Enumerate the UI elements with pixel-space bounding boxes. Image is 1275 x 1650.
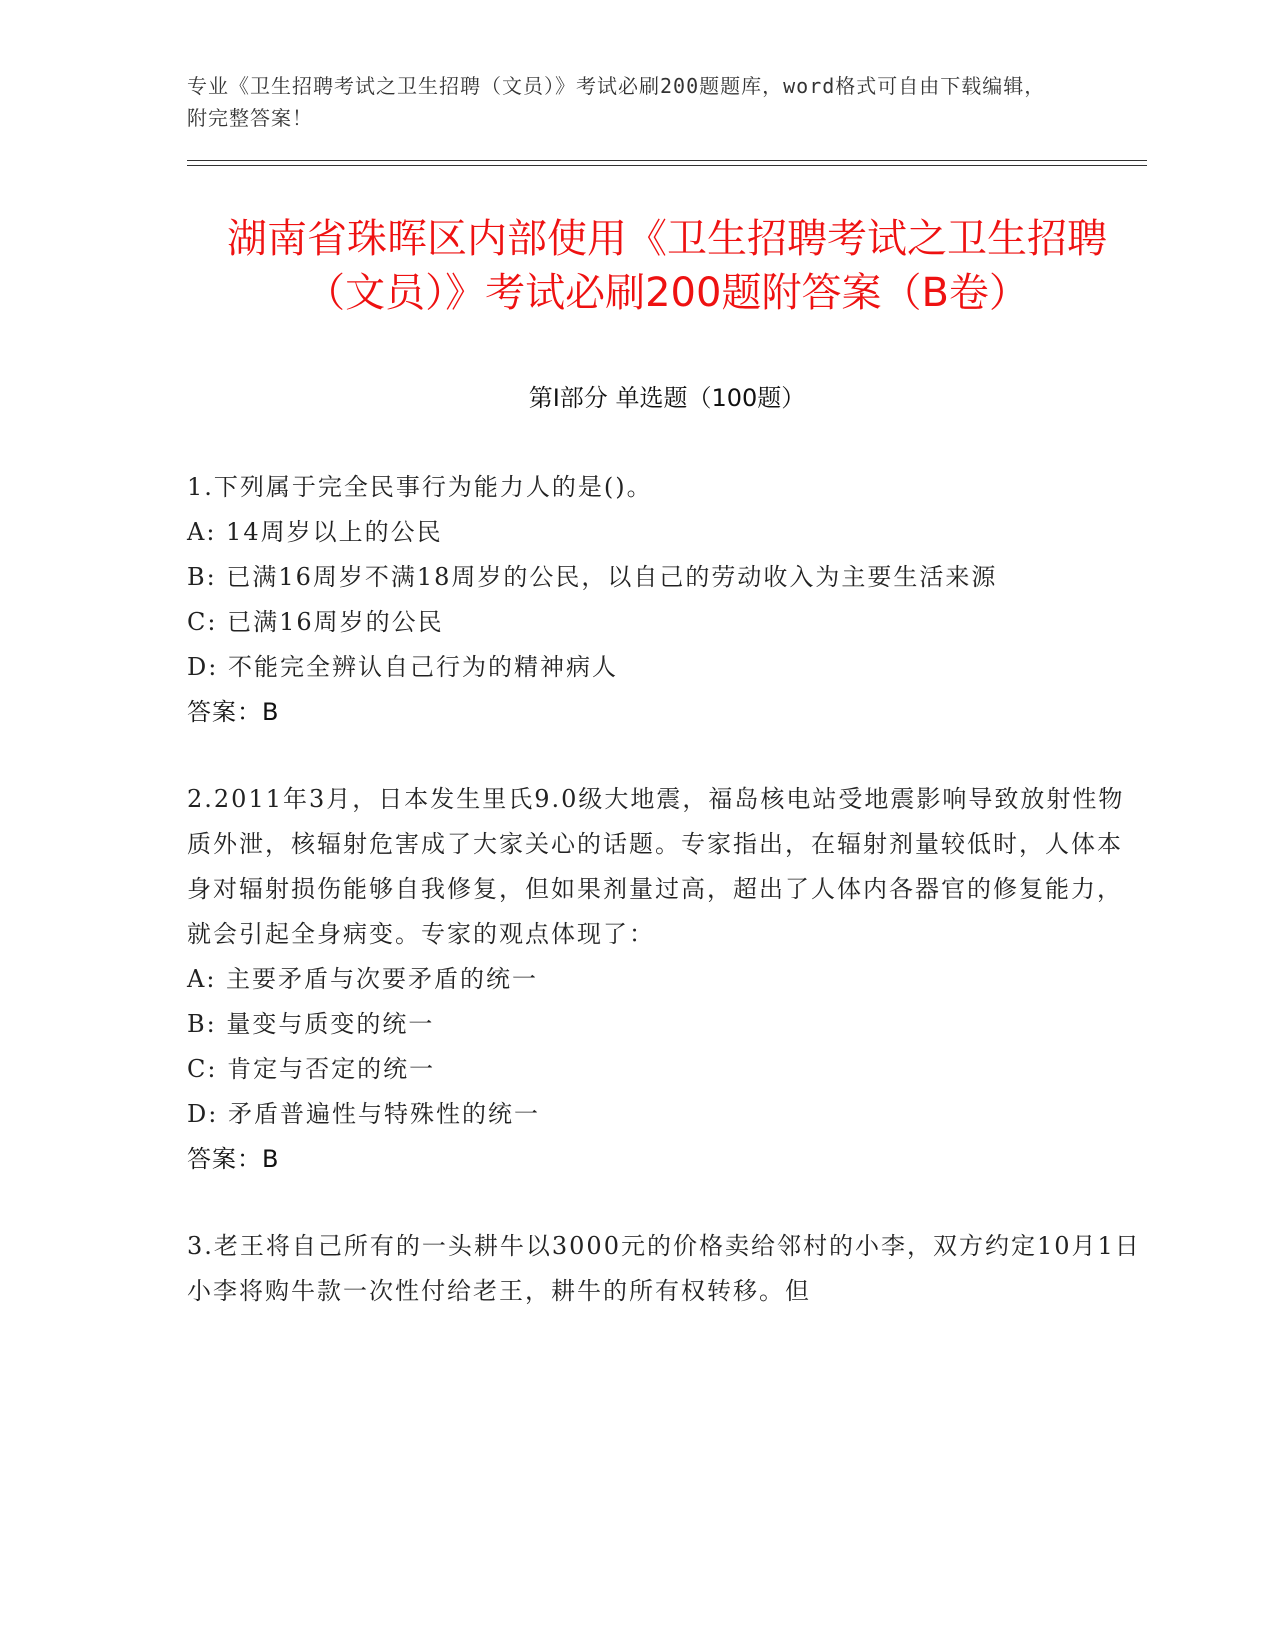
question-text: 3.老王将自己所有的一头耕牛以3000元的价格卖给邻村的小李，双方约定10月1日小李将购牛款一次性付给老王，耕牛的所有权转移。但 — [187, 1232, 1141, 1305]
question-2 — [187, 777, 1147, 1182]
question-list — [187, 465, 1147, 1314]
header-divider — [187, 160, 1147, 166]
option-c: C: 肯定与否定的统一 — [187, 1055, 436, 1083]
question-text: 1.下列属于完全民事行为能力人的是()。 — [187, 473, 653, 501]
question-text: 2.2011年3月，日本发生里氏9.0级大地震，福岛核电站受地震影响导致放射性物质外泄，核辐射危害成了大家关心的话题。专家指出，在辐射剂量较低时，人体本身对辐射损伤能够自我修复，但如果剂量过高，超出了人体内各器官的修复能力，就会引起全身病变。专家的观点体现了： — [187, 785, 1125, 948]
option-a: A: 主要矛盾与次要矛盾的统一 — [187, 965, 539, 993]
option-b: B: 量变与质变的统一 — [187, 1010, 435, 1038]
option-a: A: 14周岁以上的公民 — [187, 518, 443, 546]
answer: 答案：B — [187, 698, 280, 726]
option-b: B: 已满16周岁不满18周岁的公民，以自己的劳动收入为主要生活来源 — [187, 563, 998, 591]
section-title: 第Ⅰ部分 单选题（100题） — [528, 384, 806, 412]
header-note: 专业《卫生招聘考试之卫生招聘（文员）》考试必刷200题题库，word格式可自由下载编辑，附完整答案！ — [187, 74, 1046, 130]
question-1 — [187, 465, 1147, 735]
answer: 答案：B — [187, 1145, 280, 1173]
document-title: 湖南省珠晖区内部使用《卫生招聘考试之卫生招聘（文员）》考试必刷200题附答案（B卷） — [227, 216, 1107, 316]
document-page — [187, 70, 1147, 1356]
option-d: D: 不能完全辨认自己行为的精神病人 — [187, 653, 618, 681]
question-3 — [187, 1224, 1147, 1314]
option-d: D: 矛盾普遍性与特殊性的统一 — [187, 1100, 540, 1128]
option-c: C: 已满16周岁的公民 — [187, 608, 444, 636]
